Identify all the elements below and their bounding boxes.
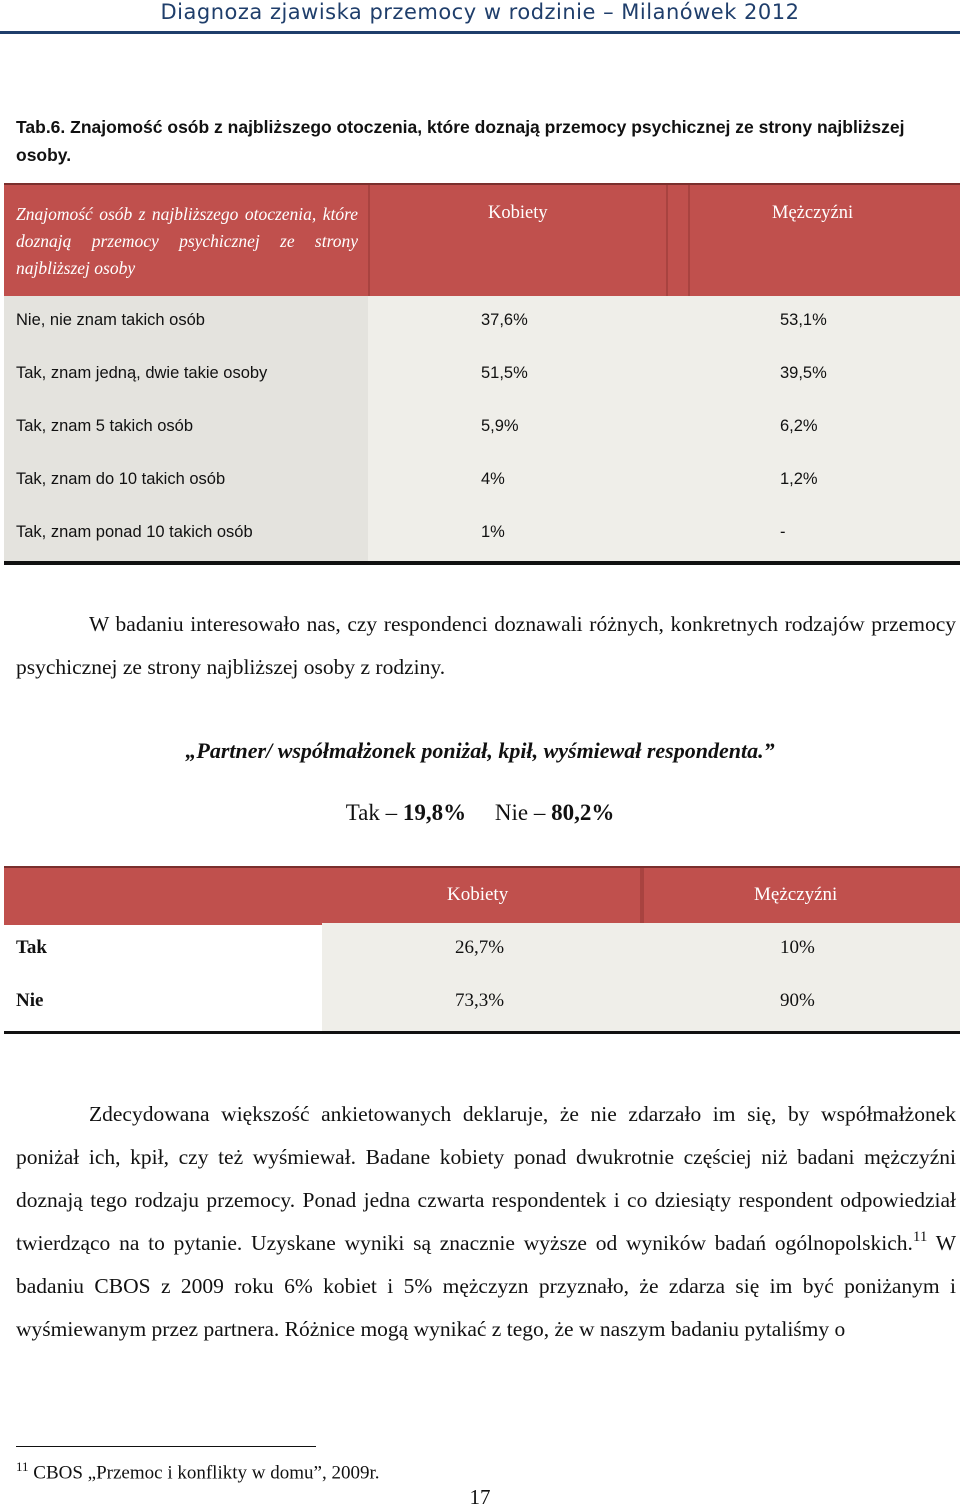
table-row — [4, 455, 960, 508]
paragraph-text: Zdecydowana większość ankietowanych deklaruje, że nie zdarzało im się, by współmałżonek poniżał ich, kpił, czy też wyśmiewał. Badane kobiety ponad dwukrotnie częściej niż badani mężczyźni doznają tego rodzaju przemocy. Ponad jedna czwarta respondentek i co dziesiąty respondent odpowiedział twierdząco na to pytanie. Uzyskane wyniki są znacznie wyższe od wyników badań ogólnopolskich. — [16, 1102, 956, 1255]
table-2-col-women: Kobiety — [447, 884, 509, 905]
row-label: Tak, znam 5 takich osób — [16, 417, 194, 435]
table-1-col-women: Kobiety — [488, 203, 548, 223]
running-header: Diagnoza zjawiska przemocy w rodzinie – Milanówek 2012 — [160, 0, 800, 24]
column-divider — [688, 185, 690, 298]
table-1 — [4, 183, 960, 566]
row-label: Tak, znam ponad 10 takich osób — [16, 523, 253, 541]
column-divider — [368, 185, 370, 298]
column-divider — [640, 868, 644, 925]
column-divider — [666, 185, 668, 298]
paragraph-intro: W badaniu interesowało nas, czy respondenci doznawali różnych, konkretnych rodzajów przemocy psychicznej ze strony najbliższej osoby z rodziny. — [16, 612, 956, 679]
men-value: 6,2% — [780, 417, 818, 435]
table-1-bottom-rule — [4, 561, 960, 565]
table-2-header — [4, 866, 960, 925]
row-label: Tak, znam do 10 takich osób — [16, 470, 226, 488]
women-value: 37,6% — [481, 311, 528, 329]
table-row — [4, 923, 960, 976]
footnote-reference: 11 — [912, 1229, 928, 1245]
row-label: Tak, znam jedną, dwie takie osoby — [16, 364, 268, 382]
men-value: - — [780, 523, 786, 541]
summary-no-value: 80,2% — [551, 800, 615, 825]
table-row — [4, 976, 960, 1029]
footnote-text: CBOS „Przemoc i konflikty w domu”, 2009r. — [28, 1462, 380, 1484]
answer-summary — [0, 800, 960, 826]
table-caption: Tab.6. Znajomość osób z najbliższego otoczenia, które doznają przemocy psychicznej ze strony najbliższej osoby. — [16, 117, 905, 165]
table-1-col-men: Mężczyźni — [772, 203, 854, 223]
men-value: 1,2% — [780, 470, 818, 488]
row-label: Nie, nie znam takich osób — [16, 311, 205, 329]
table-row — [4, 296, 960, 349]
table-row — [4, 402, 960, 455]
men-value: 90% — [780, 990, 815, 1011]
women-value: 51,5% — [481, 364, 528, 382]
summary-yes-value: 19,8% — [402, 800, 467, 825]
header-rule — [0, 31, 960, 34]
table-2 — [4, 866, 960, 1034]
women-value: 1% — [481, 523, 505, 541]
table-row — [4, 349, 960, 402]
men-value: 39,5% — [780, 364, 827, 382]
table-row — [4, 508, 960, 561]
women-value: 4% — [481, 470, 505, 488]
men-value: 10% — [780, 937, 815, 958]
footnote — [16, 1459, 379, 1484]
row-label: Nie — [16, 990, 44, 1011]
summary-yes-label: Tak — [345, 800, 380, 825]
paragraph-discussion — [16, 1093, 956, 1351]
men-value: 53,1% — [780, 311, 827, 329]
table-2-bottom-rule — [4, 1031, 960, 1034]
table-1-header-question: Znajomość osób z najbliższego otoczenia, które doznają przemocy psychicznej ze strony najbliższej osoby — [16, 204, 358, 278]
paragraph-text: W badaniu CBOS z 2009 roku 6% kobiet i 5% mężczyzn przyznało, że zdarza się im być poniżanym i wyśmiewanym przez partnera. Różnice mogą wynikać z tego, że w naszym badaniu pytaliśmy o — [16, 1231, 956, 1341]
survey-question: „Partner/ współmałżonek poniżał, kpił, wyśmiewał respondenta.” — [185, 738, 775, 763]
row-label: Tak — [16, 937, 47, 958]
summary-dash: – — [385, 800, 398, 825]
page-number: 17 — [469, 1485, 491, 1509]
footnote-number: 11 — [16, 1459, 29, 1474]
women-value: 73,3% — [455, 990, 505, 1011]
table-2-col-men: Mężczyźni — [754, 884, 838, 905]
women-value: 26,7% — [455, 937, 505, 958]
summary-no-label: Nie — [494, 800, 529, 825]
footnote-rule — [16, 1446, 316, 1447]
table-1-header — [4, 183, 960, 298]
summary-dash: – — [533, 800, 546, 825]
women-value: 5,9% — [481, 417, 519, 435]
